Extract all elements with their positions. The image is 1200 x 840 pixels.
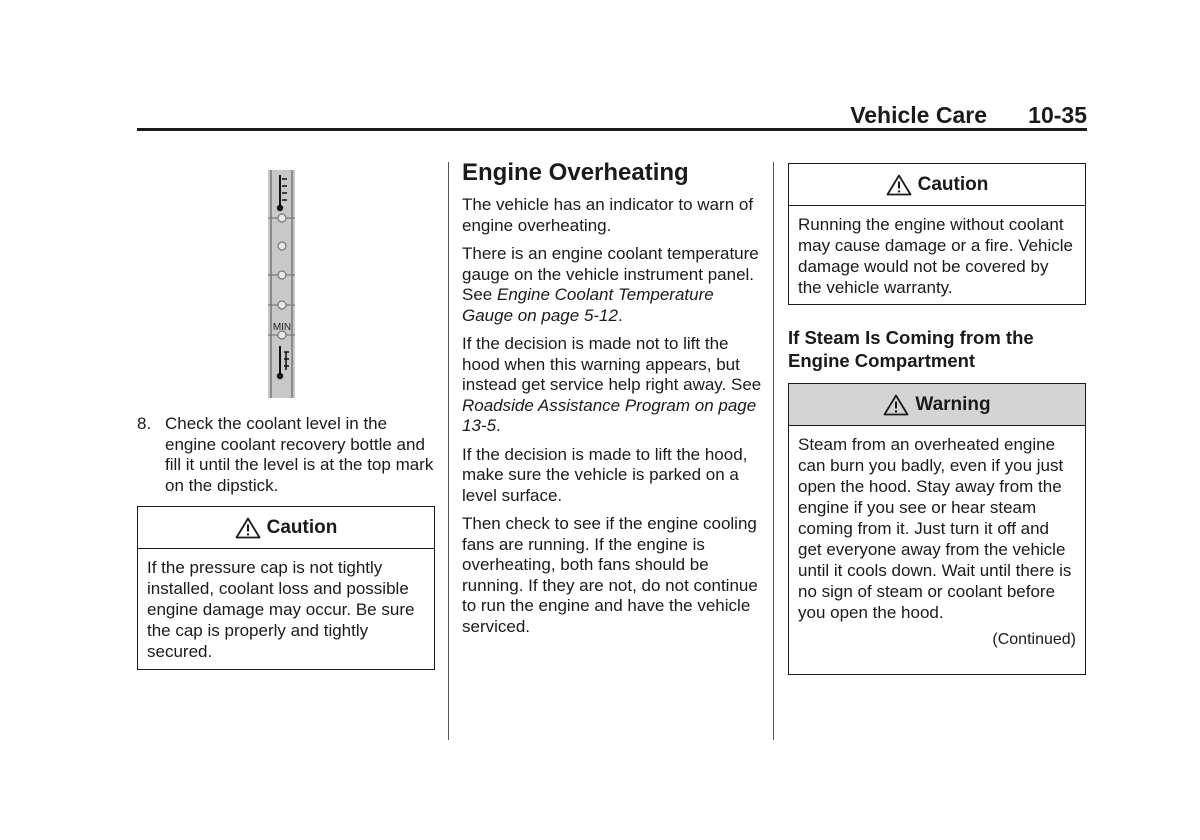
header-rule [137, 128, 1087, 131]
warning-triangle-icon [886, 174, 912, 196]
warning-header [789, 384, 1085, 426]
paragraph: If the decision is made to lift the hood, make sure the vehicle is parked on a level surface. [462, 444, 748, 505]
dipstick-illustration [262, 170, 302, 398]
caution-header [138, 507, 434, 549]
caution-title: Caution [917, 173, 989, 195]
warning-box [788, 383, 1086, 675]
paragraph: Then check to see if the engine cooling fans are running. If the engine is overheating, both fans should be running. If they are not, do not continue to run the engine and have the vehicle serviced. [462, 514, 758, 636]
subsection-heading: If Steam Is Coming from the Engine Compartment [788, 327, 1034, 371]
continued-note: (Continued) [992, 631, 1076, 648]
paragraph: If the decision is made not to lift the hood when this warning appears, but instead get service help right away. See Roadside Assistance Program on page 13-5. [462, 334, 762, 435]
right-subsection [788, 326, 1084, 382]
section-title: Vehicle Care [850, 102, 987, 128]
caution-title: Caution [266, 516, 338, 538]
caution-box [137, 506, 435, 670]
step-text: Check the coolant level in the engine coolant recovery bottle and fill it until the level is at the top mark on the dipstick. [165, 414, 434, 495]
dipstick-min-label: MIN [272, 322, 292, 333]
step-item [137, 414, 435, 496]
warning-title: Warning [915, 393, 991, 415]
section-heading: Engine Overheating [462, 159, 689, 186]
caution-header [789, 164, 1085, 206]
column-divider [773, 162, 774, 740]
caution-body: Running the engine without coolant may cause damage or a fire. Vehicle damage would not be covered by the vehicle warranty. [798, 215, 1073, 297]
column-divider [448, 162, 449, 740]
middle-column [462, 159, 762, 645]
step-number: 8. [137, 414, 152, 433]
warning-triangle-icon [235, 517, 261, 539]
warning-triangle-icon [883, 394, 909, 416]
caution-body: If the pressure cap is not tightly installed, coolant loss and possible engine damage may occur. Be sure the cap is properly and tightly secured. [147, 558, 415, 661]
paragraph: There is an engine coolant temperature gauge on the vehicle instrument panel. See Engine Coolant Temperature Gauge on page 5-12. [462, 244, 759, 325]
caution-box [788, 163, 1086, 305]
warning-body: Steam from an overheated engine can burn you badly, even if you just open the hood. Stay away from the engine if you see or hear steam coming from it. Just turn it off and get everyone away from the vehicle until it cools down. Wait until there is no sign of steam or coolant before you open the hood. [798, 435, 1072, 622]
warning-body-container [789, 426, 1085, 658]
cross-reference: Engine Coolant Temperature Gauge on page 5-12 [462, 285, 714, 325]
cross-reference: Roadside Assistance Program on page 13-5 [462, 395, 757, 435]
left-column [137, 414, 435, 496]
page-number: 10-35 [1028, 102, 1087, 128]
paragraph: The vehicle has an indicator to warn of engine overheating. [462, 195, 754, 235]
page-header [137, 100, 1087, 128]
